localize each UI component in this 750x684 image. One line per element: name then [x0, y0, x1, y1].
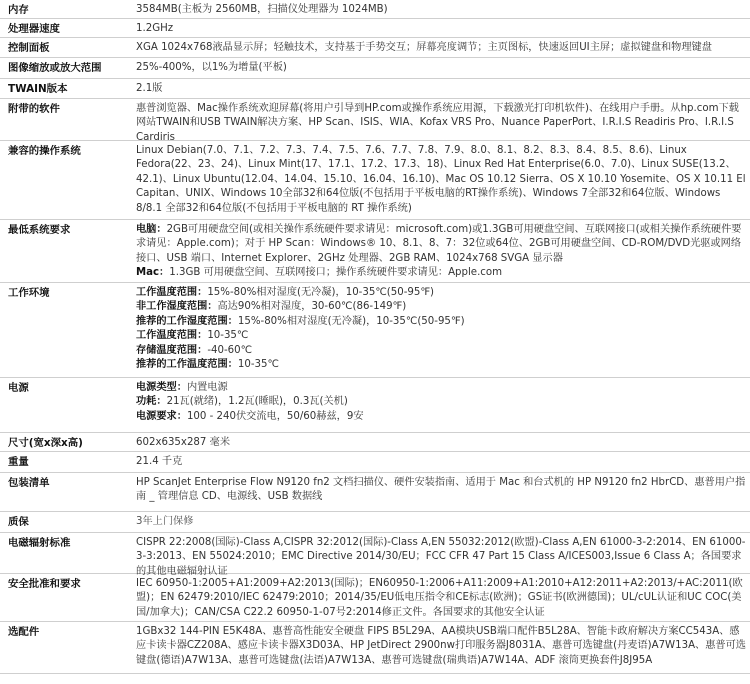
- spec-value: [126, 99, 750, 143]
- spec-value: [126, 0, 750, 18]
- spec-label: 图像缩放或放大范围: [8, 62, 102, 74]
- spec-label: TWAIN版本: [8, 83, 68, 95]
- spec-row: [0, 378, 750, 433]
- spec-sub-label: Mac：: [136, 267, 170, 279]
- spec-sub-label: 非工作湿度范围：: [136, 301, 218, 313]
- spec-sub-label: 推荐的工作湿度范围：: [136, 315, 238, 327]
- spec-text: Linux Debian(7.0、7.1、7.2、7.3、7.4、7.5、7.6、7.7、7.8、7.9、8.0、8.1、8.2、8.3、8.4、8.5、8.6)、Linux Fedora(22、23、24)、Linux Mint(17、17.1、17.2、17.3、18)、Linux Red Hat Enterprise(6.0、7.0)、Linux SUSE(13.2、42.1)、Linux Ubuntu(12.04、14.04、15.10、16.04、16.10)、Mac OS 10.12 Sierra、OS X 10.10 Yosemite、OS X 10.11 El Capitan、UNIX、Windows 10全部32和64位版(不包括用于平板电脑的RT操作系统)、Windows 7全部32和64位版、Windows 8/8.1 全部32和64位版(不包括用于平板电脑的 RT 操作系统): [136, 145, 746, 214]
- spec-value-line: [136, 22, 746, 36]
- spec-value: [126, 533, 750, 577]
- spec-text: 21瓦(就绪)，1.2瓦(睡眠)，0.3瓦(关机): [166, 396, 348, 408]
- spec-value-line: [136, 3, 746, 17]
- spec-label: 选配件: [8, 626, 40, 638]
- spec-value-line: [136, 436, 746, 450]
- spec-value-line: [136, 625, 746, 668]
- spec-label: 最低系统要求: [8, 224, 71, 236]
- spec-value-line: [136, 82, 746, 96]
- spec-text: 2.1版: [136, 83, 163, 94]
- spec-text: 15%-80%相对湿度(无冷凝)，10-35℃(50-95℉): [207, 287, 435, 298]
- spec-text: XGA 1024x768液晶显示屏；轻触技术，支持基于手势交互；屏幕亮度调节；主页图标，快速返回UI主屏；虚拟键盘和物理键盘: [136, 42, 712, 53]
- spec-row: [0, 473, 750, 512]
- spec-value: [126, 79, 750, 98]
- spec-row: [0, 141, 750, 220]
- spec-text: 602x635x287 毫米: [136, 437, 231, 448]
- spec-row: [0, 79, 750, 99]
- spec-value: [126, 283, 750, 377]
- spec-sub-label: 存储温度范围：: [136, 344, 208, 356]
- spec-value-line: [136, 223, 746, 266]
- spec-value-line: [136, 410, 746, 424]
- spec-label: 包装清单: [8, 477, 50, 489]
- spec-row: [0, 99, 750, 141]
- spec-text: IEC 60950-1:2005+A1:2009+A2:2013(国际)；EN60950-1:2006+A11:2009+A1:2010+A12:2011+A2:2013/+AC:2011(欧 盟)；EN 62479:2010/IEC 62479:2010；2014/35/EU低电压指令和CE标志(欧洲)；GS证书(欧洲德国)；UL/cUL认证和UC COC(美国/加拿大)；CAN/CSA C22.2 60950-1-07号2:2014修正文件。各国要求的其他安全认证: [136, 578, 743, 618]
- spec-row: [0, 512, 750, 533]
- spec-text: 10-35℃: [207, 330, 249, 342]
- spec-label: 质保: [8, 516, 29, 528]
- spec-value: [126, 473, 750, 511]
- spec-value: [126, 512, 750, 532]
- spec-label: 电磁辐射标准: [8, 537, 71, 549]
- spec-sub-label: 电源类型：: [136, 382, 187, 393]
- spec-label: 内存: [8, 4, 29, 16]
- spec-value-line: [136, 381, 746, 395]
- spec-value-line: [136, 515, 746, 529]
- spec-text: -40-60℃: [207, 344, 253, 356]
- spec-row: [0, 19, 750, 38]
- spec-sub-label: 电脑：: [136, 224, 167, 235]
- spec-row: [0, 38, 750, 58]
- spec-text: 1.3GB 可用硬盘空间、互联网接口；操作系统硬件要求请见：Apple.com: [169, 267, 503, 279]
- spec-label: 附带的软件: [8, 103, 60, 115]
- spec-sub-label: 工作温度范围：: [136, 330, 208, 342]
- spec-value: [126, 452, 750, 472]
- spec-sub-label: 推荐的工作温度范围：: [136, 359, 238, 371]
- spec-value-line: [136, 455, 746, 469]
- spec-value-line: [136, 102, 746, 145]
- spec-label: 电源: [8, 382, 29, 394]
- spec-value-line: [136, 315, 746, 329]
- spec-label: 工作环境: [8, 287, 50, 299]
- spec-value-line: [136, 536, 746, 579]
- spec-row: [0, 283, 750, 378]
- spec-value: [126, 19, 750, 37]
- spec-row: [0, 433, 750, 452]
- spec-text: 3年上门保修: [136, 516, 194, 527]
- spec-value: [126, 622, 750, 673]
- spec-sub-label: 工作温度范围：: [136, 287, 208, 298]
- spec-text: 内置电源: [186, 382, 228, 393]
- spec-row: [0, 452, 750, 473]
- spec-row: [0, 58, 750, 79]
- spec-text: 15%-80%相对湿度(无冷凝)，10-35℃(50-95℉): [237, 315, 465, 327]
- spec-label: 重量: [8, 456, 29, 468]
- spec-value-line: [136, 344, 746, 358]
- spec-text: 25%-400%，以1%为增量(平板): [136, 62, 287, 73]
- spec-row: [0, 220, 750, 283]
- spec-value-line: [136, 395, 746, 409]
- spec-text: HP ScanJet Enterprise Flow N9120 fn2 文档扫描仪、硬件安装指南、适用于 Mac 和台式机的 HP N9120 fn2 HbrCD、惠普用户指南 _ 管理信息 CD、电源线、USB 数据线: [136, 477, 746, 503]
- spec-text: 3584MB(主板为 2560MB，扫描仪处理器为 1024MB): [136, 4, 388, 15]
- spec-value-line: [136, 300, 746, 314]
- spec-text: 21.4 千克: [136, 456, 183, 467]
- spec-label: 控制面板: [8, 42, 50, 54]
- spec-text: 1.2GHz: [136, 23, 174, 34]
- spec-text: 10-35℃: [237, 359, 279, 371]
- spec-label: 安全批准和要求: [8, 578, 81, 590]
- spec-value-line: [136, 577, 746, 620]
- spec-text: 2GB可用硬盘空间(或相关操作系统硬件要求请见：microsoft.com)或1.3GB可用硬盘空间、互联网接口(或相关操作系统硬件要求请见：Apple.com)；对于 HP Scan：Windows® 10、8.1、8、7：32位或64位、2GB可用硬盘空间、CD-ROM/DVD光驱或网络接口、USB 端口、Internet Explorer、2GHz 处理器、2GB RAM、1024x768 SVGA 显示器: [136, 224, 742, 264]
- spec-sub-label: 功耗：: [136, 396, 167, 408]
- spec-value-line: [136, 329, 746, 343]
- spec-value: [126, 141, 750, 219]
- spec-row: [0, 574, 750, 622]
- spec-value-line: [136, 358, 746, 372]
- spec-sub-label: 电源要求：: [136, 410, 187, 422]
- spec-value-line: [136, 61, 746, 75]
- spec-value-line: [136, 476, 746, 505]
- spec-row: [0, 533, 750, 577]
- spec-value: [126, 378, 750, 432]
- spec-row: [0, 0, 750, 19]
- spec-value: [126, 433, 750, 451]
- spec-row: [0, 622, 750, 674]
- spec-label: 尺寸(宽x深x高): [8, 437, 83, 449]
- spec-value: [126, 220, 750, 282]
- spec-value: [126, 58, 750, 78]
- spec-text: CISPR 22:2008(国际)-Class A,CISPR 32:2012(国际)-Class A,EN 55032:2012(欧盟)-Class A,EN 61000-3-2:2014、EN 61000-3-3:2013、EN 55024:2010；EMC Directive 2014/30/EU；FCC CFR 47 Part 15 Class A/ICES003,Issue 6 Class A；各国要求的其他电磁辐射认证: [136, 537, 746, 577]
- spec-value-line: [136, 286, 746, 300]
- spec-value: [126, 38, 750, 57]
- spec-text: 惠普浏览器、Mac操作系统欢迎屏幕(将用户引导到HP.com或操作系统应用源，下载激光打印机软件)、在线用户手册。从hp.com下载网站TWAIN和USB TWAIN解决方案、HP Scan、ISIS、WIA、Kofax VRS Pro、Nuance PaperPort、I.R.I.S Readiris Pro、I.R.I.S Cardiris: [136, 103, 739, 143]
- spec-value: [126, 574, 750, 621]
- spec-value-line: [136, 144, 746, 216]
- spec-value-line: [136, 266, 746, 280]
- spec-value-line: [136, 41, 746, 55]
- spec-text: 100 - 240伏交流电，50/60赫兹，9安: [186, 410, 364, 422]
- spec-text: 1GBx32 144-PIN E5K48A、惠普高性能安全硬盘 FIPS B5L29A、AA模块USB端口配件B5L28A、智能卡政府解决方案CC543A、感应卡读卡器CZ208A、感应卡读卡器X3D03A、HP JetDirect 2900nw打印服务器J8031A、惠普可选键盘(丹麦语)A7W13A、惠普可选键盘(德语)A7W13A、惠普可选键盘(法语)A7W13A、惠普可选键盘(瑞典语)A7W14A、ADF 滚筒更换套件J8J95A: [136, 626, 746, 666]
- spec-text: 高达90%相对湿度，30-60℃(86-149℉): [217, 301, 407, 313]
- spec-label: 兼容的操作系统: [8, 145, 81, 157]
- spec-label: 处理器速度: [8, 23, 60, 35]
